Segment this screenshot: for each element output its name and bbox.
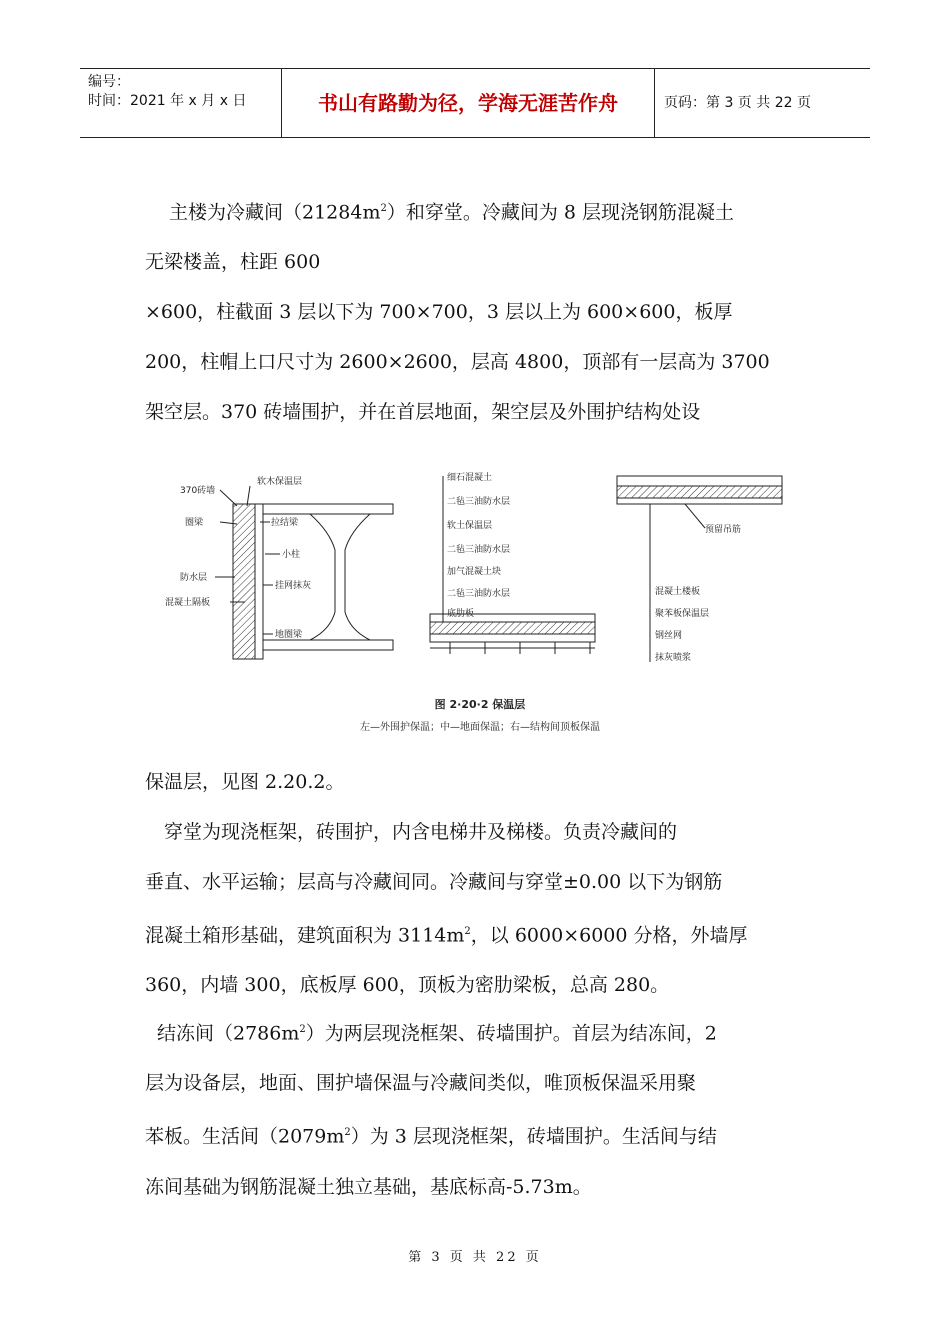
header-page-info: 页码：第 3 页 共 22 页 bbox=[664, 95, 811, 111]
label-brick-wall: 370砖墙 bbox=[180, 486, 216, 496]
label-mid-0: 细石混凝土 bbox=[447, 473, 493, 483]
paragraph-5 bbox=[145, 1005, 810, 1212]
label-right-4: 抹灰喷浆 bbox=[655, 653, 692, 663]
label-mesh-plaster: 挂网抹灰 bbox=[275, 581, 312, 591]
p5-line3-b: ）为 3 层现浇框架，砖墙围护。生活间与结 bbox=[350, 1125, 717, 1148]
p2-line3: 架空层。370 砖墙围护，并在首层地面，架空层及外围护结构处设 bbox=[145, 401, 701, 424]
page-header bbox=[80, 68, 870, 138]
label-mid-4: 加气混凝土块 bbox=[447, 567, 502, 577]
p5-sup2: 2 bbox=[344, 1127, 351, 1139]
page-footer: 第 3 页 共 22 页 bbox=[408, 1250, 542, 1265]
p4-line2: 垂直、水平运输；层高与冷藏间同。冷藏间与穿堂±0.00 以下为钢筋 bbox=[145, 871, 723, 893]
label-mid-3: 二毡三油防水层 bbox=[447, 545, 511, 555]
p4-line4: 360，内墙 300，底板厚 600，顶板为密肋梁板，总高 280。 bbox=[145, 974, 670, 997]
label-ground-beam: 地圈梁 bbox=[275, 630, 303, 640]
p5-line2: 层为设备层，地面、围护墙保温与冷藏间类似，唯顶板保温采用聚 bbox=[145, 1072, 697, 1095]
right-diagram bbox=[617, 476, 782, 662]
p5-line4: 冻间基础为钢筋混凝土独立基础，基底标高-5.73m。 bbox=[145, 1175, 592, 1198]
label-cork: 软木保温层 bbox=[257, 477, 303, 487]
label-small-column: 小柱 bbox=[282, 550, 301, 560]
p5-line1-b: ）为两层现浇框架、砖墙围护。首层为结冻间，2 bbox=[305, 1022, 717, 1045]
p4-line3-b: ，以 6000×6000 分格，外墙厚 bbox=[470, 924, 748, 947]
label-tie-beam: 拉结梁 bbox=[271, 518, 299, 528]
doc-number-label: 编号： bbox=[88, 74, 130, 90]
figure-subcaption: 左—外围护保温；中—地面保温；右—结构间顶板保温 bbox=[360, 722, 600, 733]
label-waterproof: 防水层 bbox=[180, 573, 208, 583]
p5-sup1: 2 bbox=[299, 1024, 306, 1035]
figure-caption: 图 2·20·2 保温层 bbox=[434, 698, 526, 711]
p4-line3-a: 混凝土箱形基础，建筑面积为 3114m bbox=[145, 924, 465, 947]
header-meta bbox=[80, 69, 282, 137]
p5-line3-a: 苯板。生活间（2079m bbox=[145, 1125, 345, 1148]
label-right-2: 聚苯板保温层 bbox=[655, 609, 710, 619]
paragraph-4 bbox=[145, 807, 810, 1010]
p1-sup: 2 bbox=[380, 203, 387, 214]
p4-line1: 穿堂为现浇框架，砖围护，内含电梯井及梯楼。负责冷藏间的 bbox=[145, 821, 678, 843]
p5-line1-a: 结冻间（2786m bbox=[157, 1022, 300, 1045]
label-right-3: 钢丝网 bbox=[655, 631, 683, 641]
label-concrete-partition: 混凝土隔板 bbox=[165, 598, 211, 608]
p4-sup: 2 bbox=[464, 926, 471, 937]
right-labels bbox=[655, 523, 741, 663]
label-mid-1: 二毡三油防水层 bbox=[447, 497, 511, 507]
p1-line1-a: 主楼为冷藏间（21284m bbox=[169, 201, 381, 224]
label-mid-5: 二毡三油防水层 bbox=[447, 589, 511, 599]
paragraph-1 bbox=[145, 184, 810, 437]
label-right-1: 混凝土楼板 bbox=[655, 587, 701, 597]
p2-line2: 200，柱帽上口尺寸为 2600×2600，层高 4800，顶部有一层高为 3700 bbox=[145, 351, 770, 374]
left-diagram bbox=[215, 486, 393, 659]
p3-line: 保温层，见图 2.20.2。 bbox=[145, 771, 345, 793]
p2-line1: ×600，柱截面 3 层以下为 700×700，3 层以上为 600×600，板厚 bbox=[145, 301, 733, 324]
insulation-figure bbox=[165, 462, 795, 742]
paragraph-3 bbox=[145, 757, 810, 807]
p1-line1-b: ）和穿堂。冷藏间为 8 层现浇钢筋混凝土 bbox=[386, 201, 735, 224]
label-ring-beam: 圈梁 bbox=[185, 518, 204, 528]
header-motto: 书山有路勤为径，学海无涯苦作舟 bbox=[282, 69, 655, 137]
label-mid-6: 底肋板 bbox=[447, 609, 475, 619]
middle-labels bbox=[447, 471, 510, 619]
doc-time-label: 时间：2021 年 x 月 x 日 bbox=[88, 93, 247, 109]
p1-line2: 无梁楼盖，柱距 600 bbox=[145, 251, 321, 274]
label-mid-2: 软土保温层 bbox=[447, 521, 493, 531]
label-right-0: 预留吊筋 bbox=[705, 525, 742, 535]
